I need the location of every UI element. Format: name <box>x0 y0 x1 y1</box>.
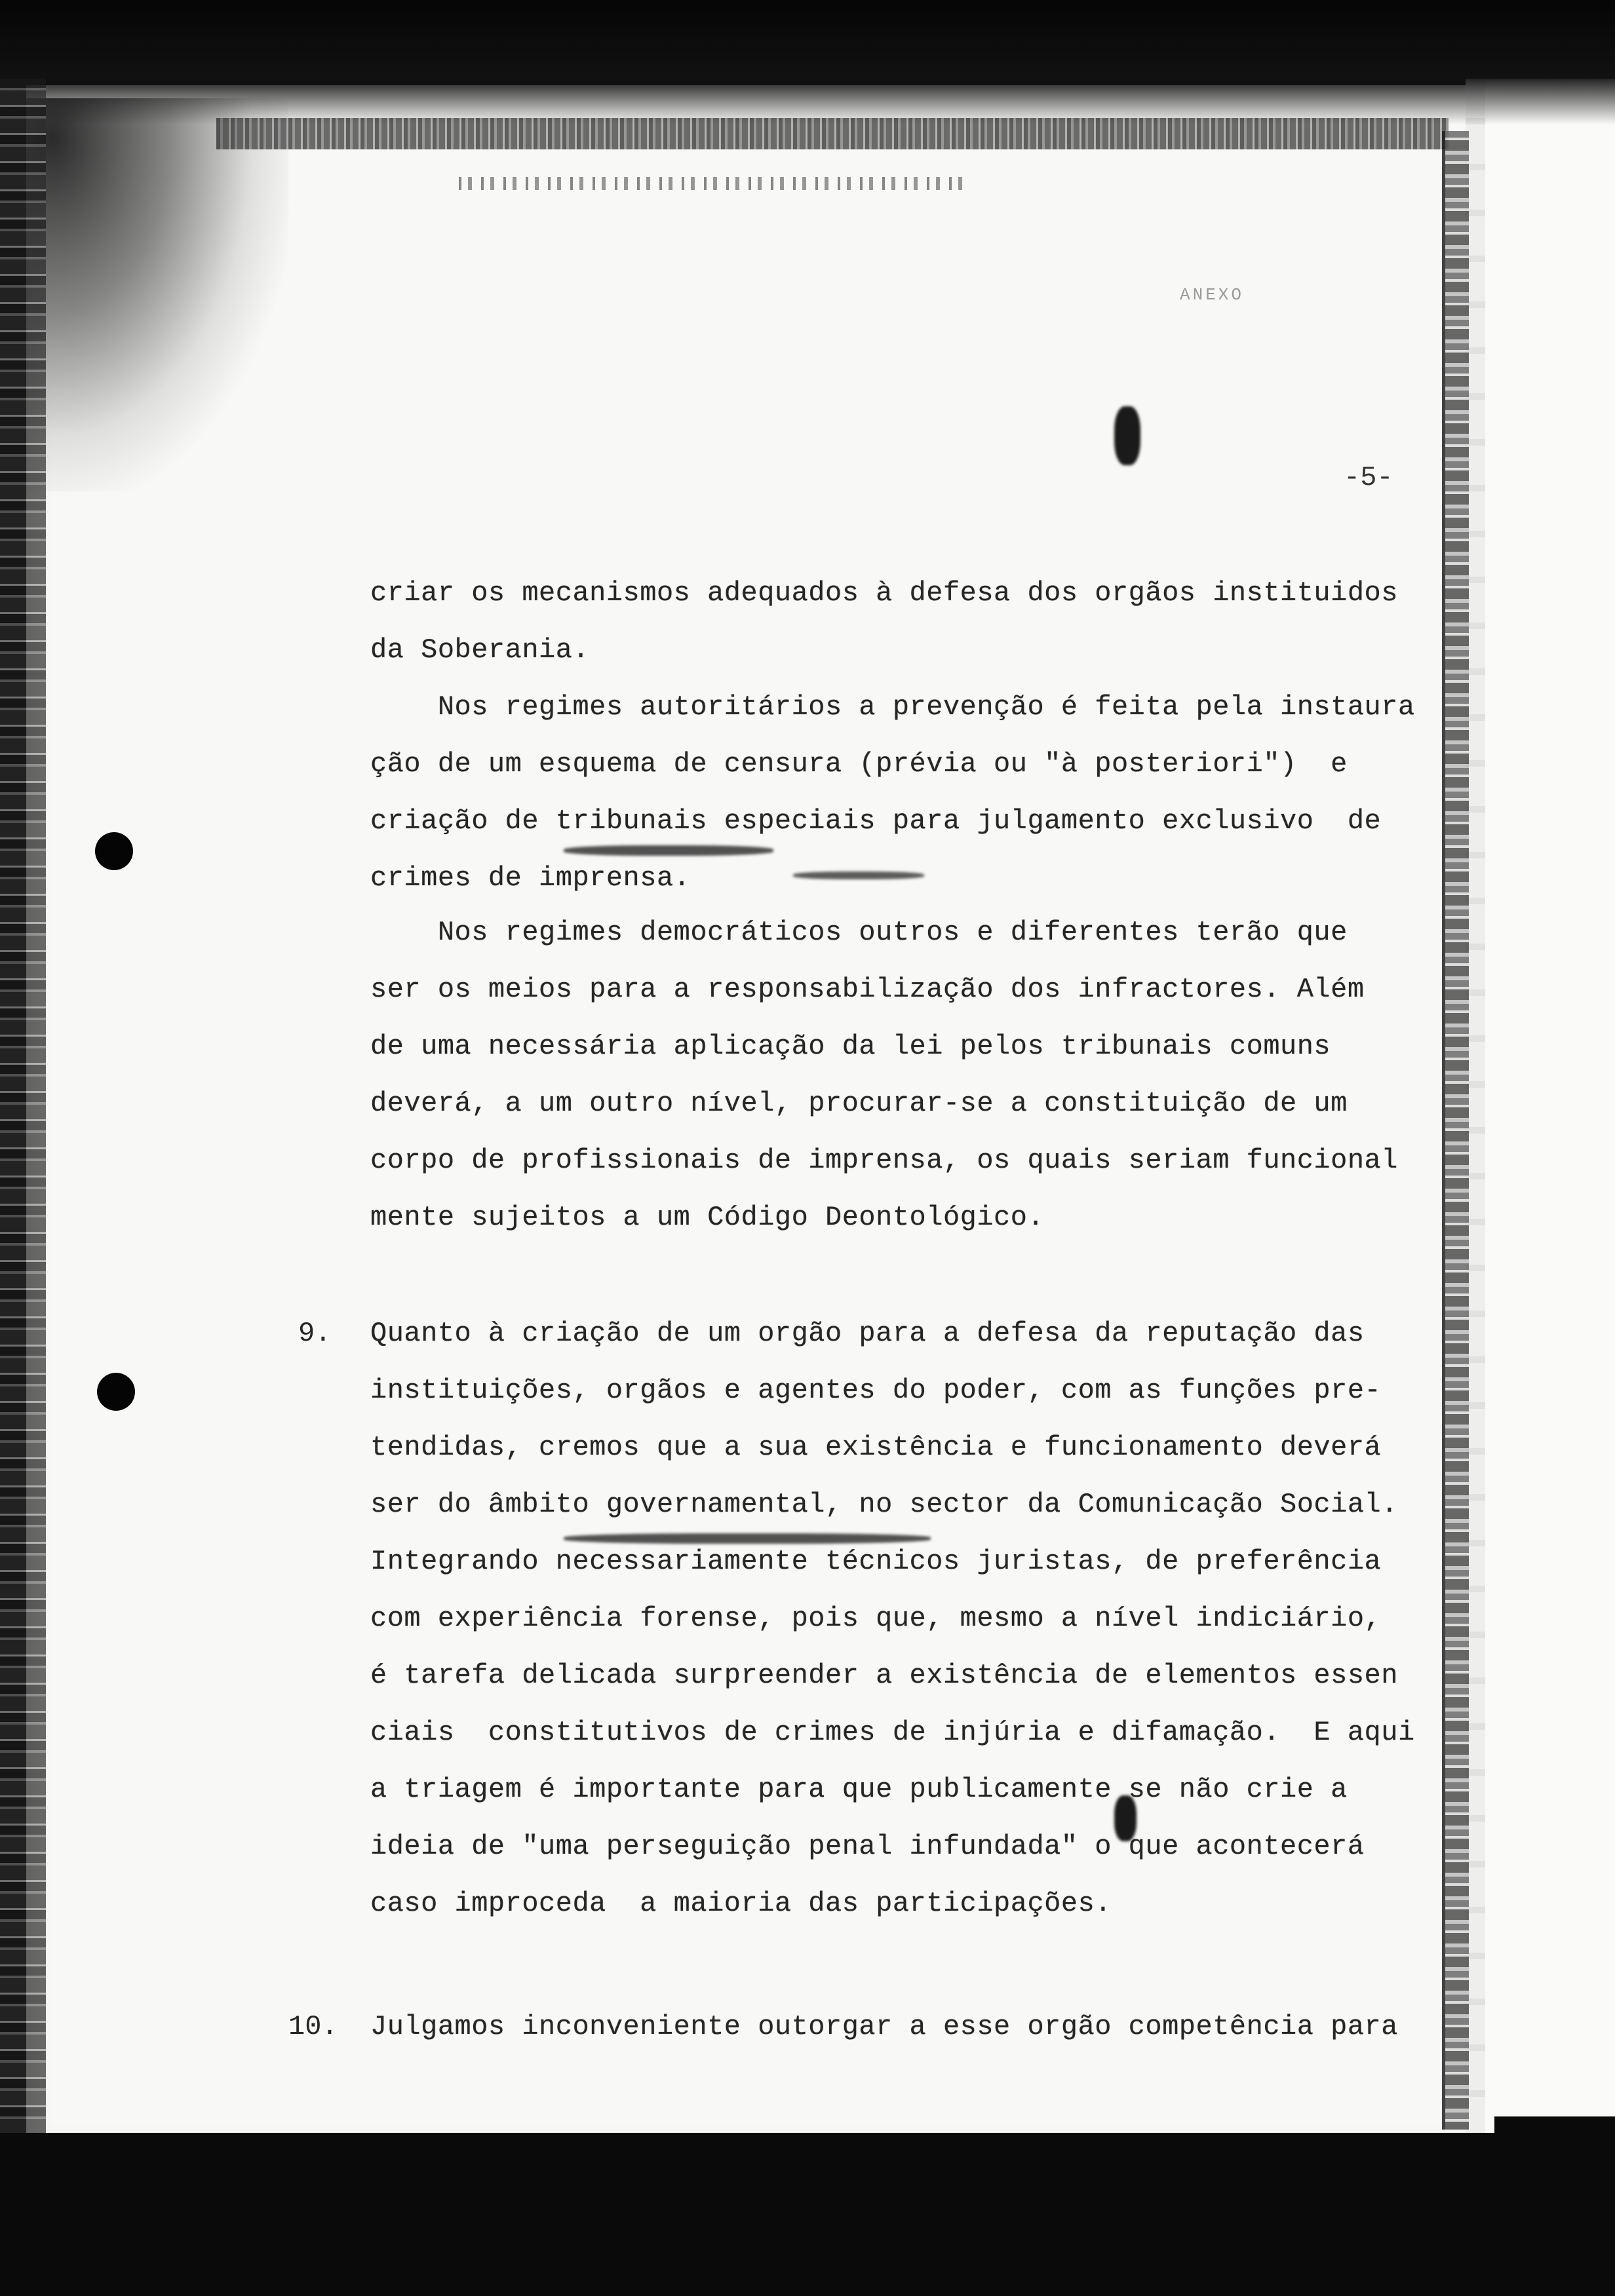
page-number: -5- <box>1344 462 1393 493</box>
text-line: mente sujeitos a um Código Deontológico. <box>370 1202 1045 1233</box>
section-number-9: 9. <box>298 1318 332 1349</box>
text-line: criação de tribunais especiais para julgamento exclusivo de <box>370 805 1382 837</box>
paragraph-section-10 <box>370 1999 1419 2056</box>
text-line: de uma necessária aplicação da lei pelos tribunais comuns <box>370 1031 1331 1062</box>
text-line: Julgamos inconveniente outorgar a esse orgão competência para <box>370 2011 1398 2042</box>
paragraph-authoritarian-regimes <box>370 679 1419 907</box>
scan-right-border <box>1442 131 1469 2130</box>
text-line: da Soberania. <box>370 634 590 666</box>
text-line: crimes de imprensa. <box>370 862 691 894</box>
text-line: tendidas, cremos que a sua existência e funcionamento deverá <box>370 1432 1382 1463</box>
text-line: Integrando necessariamente técnicos juristas, de preferência <box>370 1546 1382 1577</box>
annex-stamp: ANEXO <box>1180 285 1245 305</box>
punch-hole-top <box>95 832 133 870</box>
text-line: é tarefa delicada surpreender a existência de elementos essen <box>370 1660 1398 1691</box>
right-margin <box>1466 79 1615 2296</box>
text-line: ideia de "uma perseguição penal infundada" o que acontecerá <box>370 1831 1365 1862</box>
text-line: com experiência forense, pois que, mesmo a nível indiciário, <box>370 1603 1382 1634</box>
text-line: corpo de profissionais de imprensa, os quais seriam funcional <box>370 1145 1398 1176</box>
scan-bottom-edge <box>0 2133 1615 2296</box>
text-line: ção de um esquema de censura (prévia ou "à posteriori") e <box>370 748 1348 780</box>
scan-left-edge <box>0 79 46 2175</box>
text-line: instituições, orgãos e agentes do poder, com as funções pre- <box>370 1375 1382 1406</box>
text-line: a triagem é importante para que publicamente se não crie a <box>370 1774 1348 1805</box>
scan-top-band-faint <box>459 177 970 190</box>
text-line: criar os mecanismos adequados à defesa dos orgãos instituidos <box>370 577 1398 609</box>
paragraph-section-9 <box>370 1305 1419 1932</box>
text-line: deverá, a um outro nível, procurar-se a constituição de um <box>370 1088 1348 1119</box>
text-line: ciais constitutivos de crimes de injúria e difamação. E aqui <box>370 1717 1415 1748</box>
text-line: Nos regimes autoritários a prevenção é feita pela instaura <box>370 691 1415 723</box>
text-line: Quanto à criação de um orgão para a defesa da reputação das <box>370 1318 1365 1349</box>
scan-corner-smear <box>26 98 288 491</box>
punch-hole-bottom <box>97 1373 135 1411</box>
paragraph-continuation <box>370 565 1419 679</box>
paragraph-democratic-regimes <box>370 904 1419 1246</box>
scan-top-band <box>216 118 1449 149</box>
scan-bottom-corner <box>1494 2116 1615 2156</box>
text-line: ser do âmbito governamental, no sector da Comunicação Social. <box>370 1489 1398 1520</box>
ink-smudge <box>1114 406 1140 465</box>
text-line: Nos regimes democráticos outros e diferentes terão que <box>370 917 1348 948</box>
section-number-10: 10. <box>288 2011 338 2042</box>
text-line: ser os meios para a responsabilização dos infractores. Além <box>370 974 1365 1005</box>
text-line: caso improceda a maioria das participações. <box>370 1888 1112 1919</box>
